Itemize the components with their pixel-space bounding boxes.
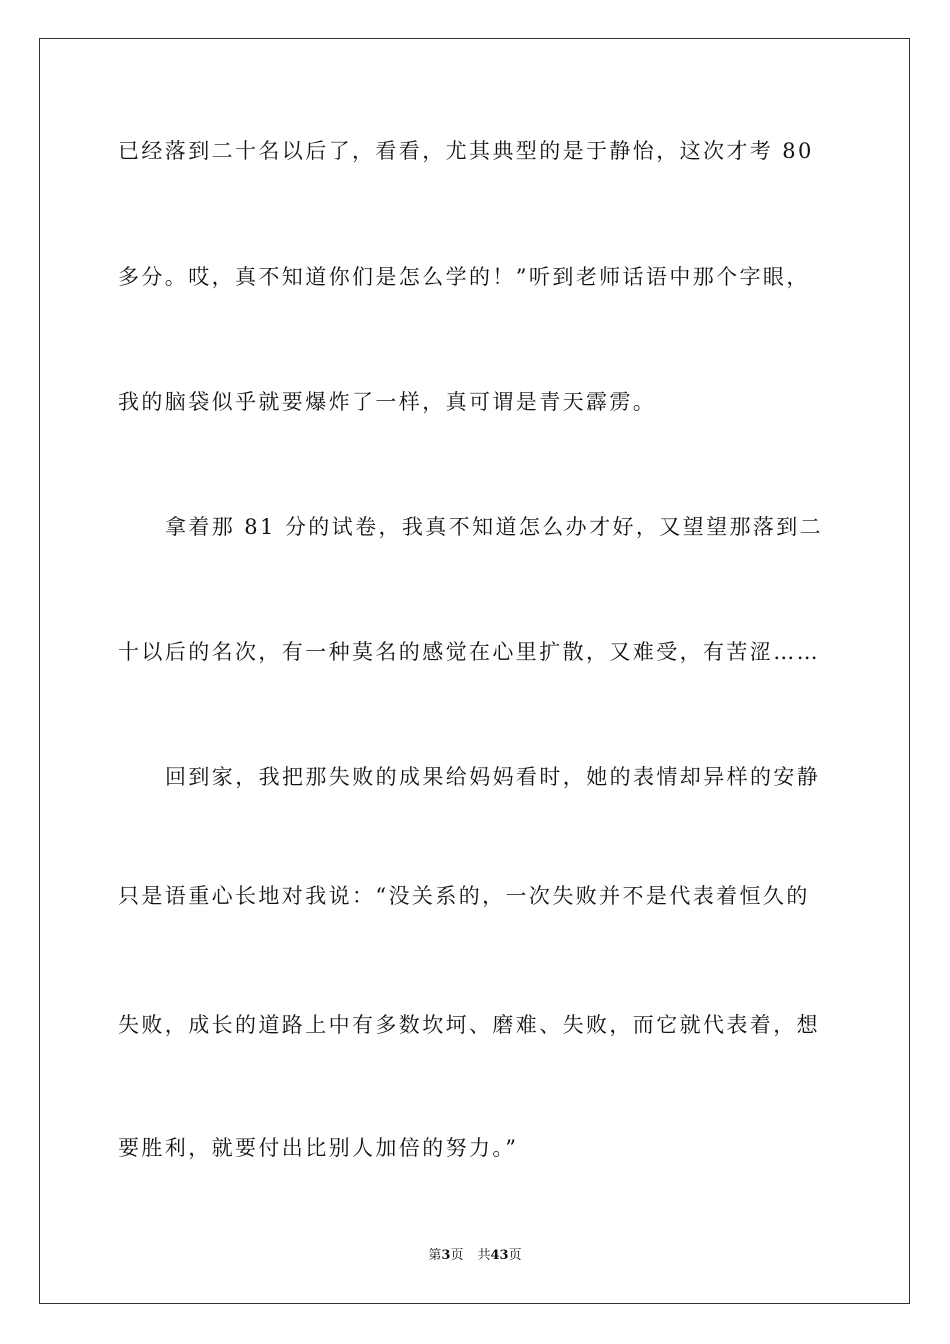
footer-page-prefix: 第 bbox=[428, 1248, 442, 1263]
page-footer bbox=[0, 1246, 950, 1266]
body-line-9: 要胜利，就要付出比别人加倍的努力。” bbox=[118, 1136, 519, 1160]
body-line-2: 多分。哎，真不知道你们是怎么学的！”听到老师话语中那个字眼， bbox=[118, 265, 810, 289]
footer-total-pages: 43 bbox=[490, 1248, 509, 1263]
body-line-1: 已经落到二十名以后了，看看，尤其典型的是于静怡，这次才考 80 bbox=[118, 139, 814, 163]
body-line-8: 失败，成长的道路上中有多数坎坷、磨难、失败，而它就代表着，想 bbox=[118, 1013, 820, 1037]
footer-total-prefix: 共 bbox=[477, 1248, 491, 1263]
footer-page-number: 3 bbox=[441, 1248, 451, 1263]
page-border bbox=[39, 38, 910, 1304]
body-line-5: 十以后的名次，有一种莫名的感觉在心里扩散，又难受，有苦涩…… bbox=[118, 640, 820, 664]
body-line-3: 我的脑袋似乎就要爆炸了一样，真可谓是青天霹雳。 bbox=[118, 390, 657, 414]
footer-total-suffix: 页 bbox=[508, 1248, 522, 1263]
body-line-7: 只是语重心长地对我说：“没关系的，一次失败并不是代表着恒久的 bbox=[118, 884, 810, 908]
footer-page-suffix: 页 bbox=[450, 1248, 464, 1263]
body-line-6: 回到家，我把那失败的成果给妈妈看时，她的表情却异样的安静 bbox=[165, 765, 821, 789]
body-line-4: 拿着那 81 分的试卷，我真不知道怎么办才好，又望望那落到二 bbox=[165, 515, 824, 539]
